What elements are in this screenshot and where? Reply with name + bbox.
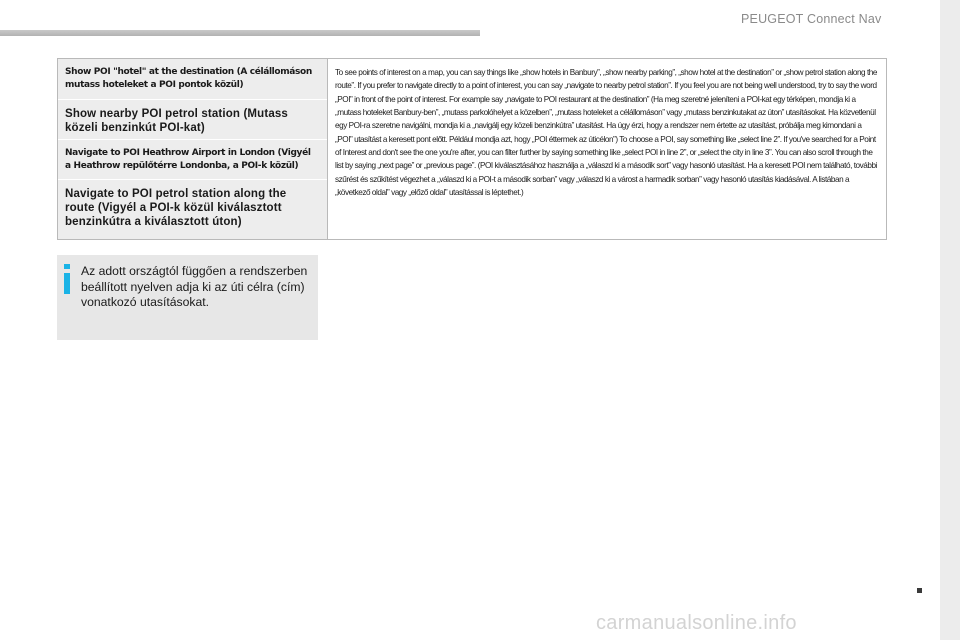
help-text: To see points of interest on a map, you can say things like „show hotels in Banbury”, „show nearby parking”, „show hotel at the destination” or „show petrol station along the route”. If you prefer to navigate directly to a point of interest, you can say „navigate to nearby petrol station”. If you feel you are not being well understood, try to say the word „POI” in front of the point of interest. For example say „navigate to POI restaurant at the destination” (Ha meg szeretné jeleníteni a POI-kat egy térképen, mondja ki a „mutass hoteleket Banbury-ben”, „mutass parkolóhelyet a közelben”, „mutass hoteleket a célállomáson” vagy „mutass benzinkutakat az úton” utasításokat. Ha közvetlenül egy POI-ra szeretne navigálni, mondja ki a „navigálj egy közeli benzinkútra” utasítást. Ha úgy érzi, hogy a rendszer nem értette az utasítást, próbálja meg kimondani a „POI” utasítást a keresett pont előtt. Például mondja azt, hogy „POI éttermek az úticélon”) To choose a POI, say something like „select line 2”. If you've searched for a Point of Interest and don't see the one you're after, you can filter further by saying something like „select POI in line 2”, or „select the city in line 3”. You can also scroll through the list by saying „next page” or „previous page”. (POI kiválasztásához használja a „válaszd ki a második sort” vagy hasonló utasítást. Ha a keresett POI nem található, további szűrést és szűkítést végezhet a „válaszd ki a POI-t a második sorban” vagy „válaszd ki a várost a harmadik sorban” vagy hasonló utasítás kiadásával. A listában a „következő oldal” vagy „előző oldal” utasítással is léptethet.) [335, 68, 878, 198]
info-icon [60, 264, 76, 294]
info-note-text: Az adott országtól függően a rendszerben beállított nyelven adja ki az úti célra (cím) vonatkozó utasításokat. [81, 264, 308, 309]
page-number-marker [917, 588, 922, 593]
page-header-title: PEUGEOT Connect Nav [741, 12, 882, 26]
command-cell: Navigate to POI petrol station along the route (Vigyél a POI-k közül kiválasztott benzinkútra a kiválasztott úton) [65, 188, 287, 228]
page-edge-band [940, 0, 960, 640]
header-rule [0, 30, 480, 36]
command-cell: Show POI "hotel" at the destination (A célállomáson mutass hoteleket a POI pontok közül) [58, 59, 327, 100]
voice-commands-table [57, 58, 887, 240]
commands-column [58, 59, 328, 239]
command-cell: Navigate to POI Heathrow Airport in London (Vigyél a Heathrow repülőtérre Londonba, a POI-k közül) [58, 140, 327, 180]
command-cell: Show nearby POI petrol station (Mutass közeli benzinkút POI-kat) [58, 100, 327, 140]
info-note [57, 255, 318, 340]
help-messages-column [328, 59, 886, 239]
watermark: carmanualsonline.info [596, 612, 797, 634]
